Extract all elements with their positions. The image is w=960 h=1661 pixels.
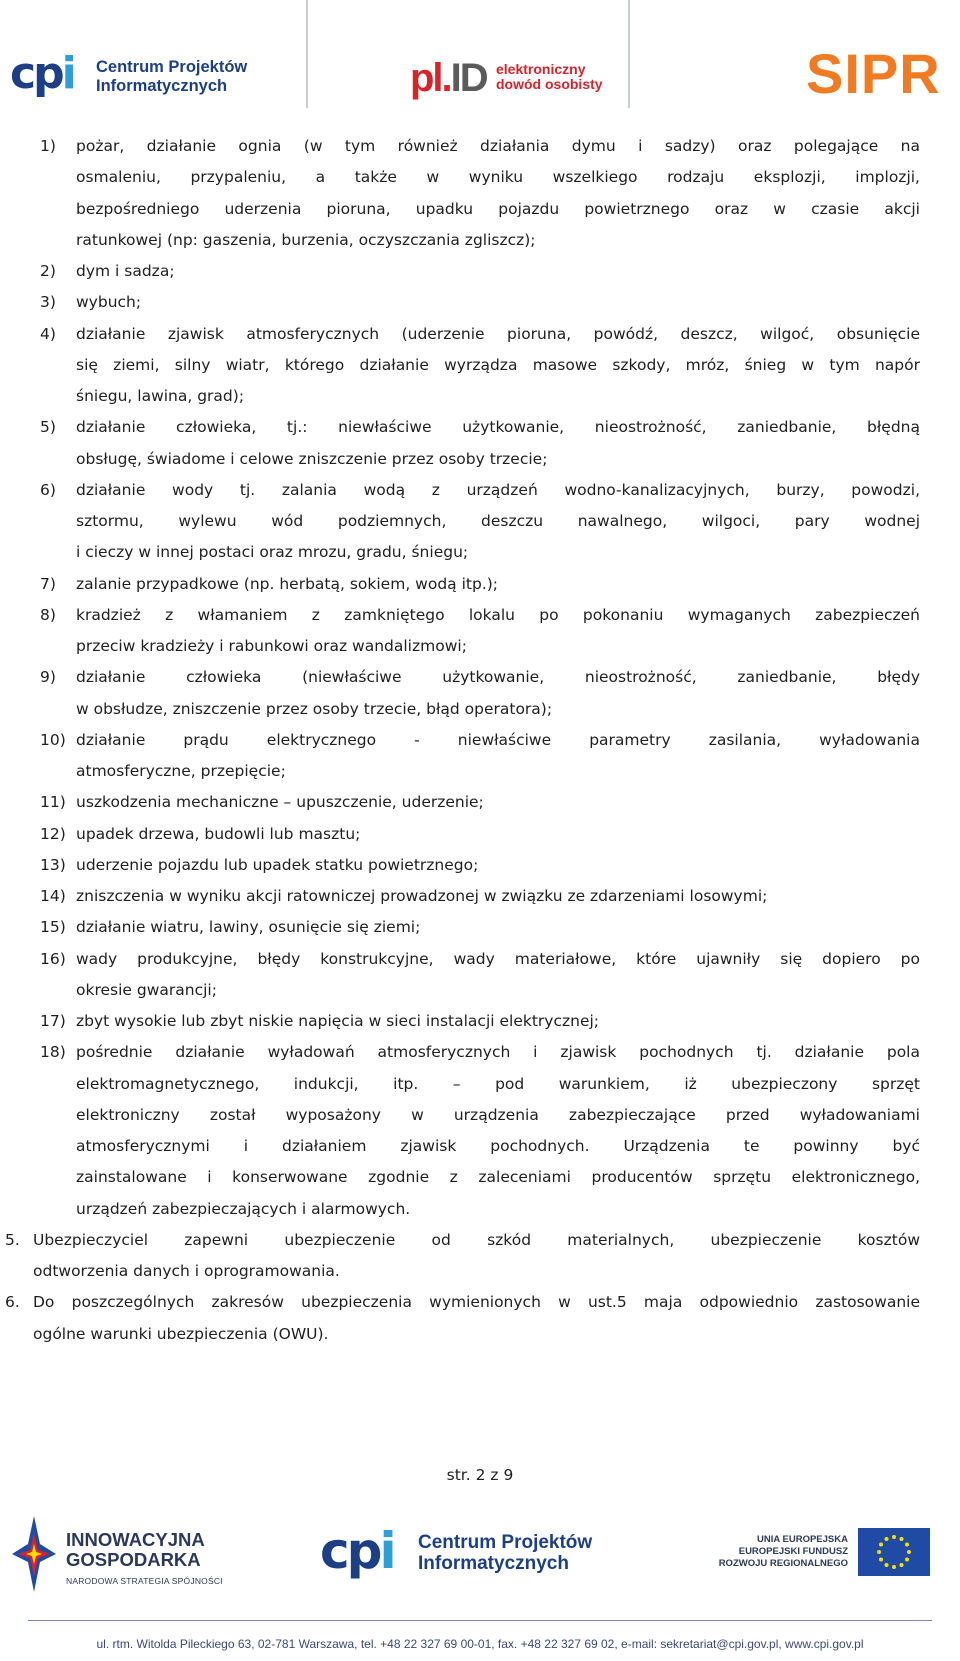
page-header [0,0,960,112]
item-number: 10) [40,730,66,749]
item-text: pośrednie działanie wyładowań atmosferycznych i zjawisk pochodnych tj. działanie pola [76,1043,920,1062]
item-text: elektroniczny został wyposażony w urządzenia zabezpieczające przed wyładowaniami [76,1105,920,1124]
plid-logo-text: elektroniczny dowód osobisty [496,61,603,92]
list-item-line [0,506,960,536]
ig-logo-text: INNOWACYJNA GOSPODARKA [66,1529,205,1570]
cpi-logo-text: Centrum Projektów Informatycznych [96,58,248,95]
item-text: urządzeń zabezpieczających i alarmowych. [76,1199,411,1218]
item-number: 14) [40,887,66,905]
section-item-line [0,1319,960,1349]
eu-star-icon [879,1543,883,1547]
item-text: działanie człowieka, tj.: niewłaściwe użytkowanie, nieostrożność, zaniedbanie, błędną [76,418,920,437]
list-item-line [0,1162,960,1192]
section-item-line [0,1256,960,1286]
eu-flag-icon [858,1528,930,1576]
item-text: działanie wody tj. zalania wodą z urządzeń wodno-kanalizacyjnych, burzy, powodzi, [76,480,920,499]
section-item-line [0,1225,960,1255]
list-item-line [0,1037,960,1067]
footer-address: ul. rtm. Witolda Pileckiego 63, 02-781 Warszawa, tel. +48 22 327 69 00-01, fax. +48 22 327 69 02, e-mail: sekretariat@cpi.gov.pl, www.cpi.gov.pl [96,1637,864,1651]
item-number: 15) [40,918,66,937]
eu-star-icon [900,1537,904,1541]
list-item-line [0,162,960,192]
list-item-line [0,662,960,692]
item-text: okresie gwarancji; [76,980,217,999]
plid-logo-mark: pl.ID [410,56,487,100]
item-number: 8) [40,605,56,624]
eu-logo-text: UNIA EUROPEJSKA EUROPEJSKI FUNDUSZ ROZWOJU REGIONALNEGO [718,1534,848,1569]
item-text: działanie zjawisk atmosferycznych (uderzenie pioruna, powódź, deszcz, wilgoć, obsunięcie [76,324,920,343]
innowacyjna-gospodarka-logo [10,1514,280,1594]
eu-star-icon [879,1558,883,1562]
item-number: 17) [40,1012,66,1030]
list-item-line [0,569,960,599]
list-item-line [0,819,960,849]
item-number: 5. [5,1230,20,1249]
item-number: 3) [40,293,56,312]
item-text: odtworzenia danych i oprogramowania. [33,1262,340,1280]
cpi-logo [10,48,248,99]
list-item-line [0,912,960,942]
item-text: upadek drzewa, budowli lub masztu; [76,824,361,843]
item-text: bezpośredniego uderzenia pioruna, upadku pojazdu powietrznego oraz w czasie akcji [76,199,920,218]
ig-logo-sub: NARODOWA STRATEGIA SPÓJNOŚCI [66,1576,223,1586]
list-item-line [0,444,960,474]
item-text: atmosferycznymi i działaniem zjawisk pochodnych. Urządzenia te powinny być [76,1137,920,1155]
list-item-line [0,1131,960,1161]
item-number: 1) [40,137,56,155]
item-number: 5) [40,418,56,437]
item-number: 7) [40,574,56,593]
item-text: Ubezpieczyciel zapewni ubezpieczenie od szkód materialnych, ubezpieczenie kosztów [33,1230,920,1249]
item-text: sztormu, wylewu wód podziemnych, deszczu nawalnego, wilgoci, pary wodnej [76,512,920,530]
item-number: 6. [5,1293,20,1312]
list-item-line [0,600,960,630]
item-text: uszkodzenia mechaniczne – upuszczenie, uderzenie; [76,793,484,812]
item-text: wybuch; [76,293,142,312]
list-item-line [0,944,960,974]
item-text: dym i sadza; [76,262,175,280]
item-number: 16) [40,949,66,968]
item-text: atmosferyczne, przepięcie; [76,762,286,780]
list-item-line [0,194,960,224]
item-number: 12) [40,824,66,843]
cpi-logo-mark: cpi [10,48,74,99]
cpi-logo-text: Centrum Projektów Informatycznych [418,1532,593,1574]
item-number: 6) [40,480,56,499]
plid-logo [410,56,603,100]
item-text: kradzież z włamaniem z zamkniętego lokalu po pokonaniu wymaganych zabezpieczeń [76,605,920,624]
item-text: elektromagnetycznego, indukcji, itp. – pod warunkiem, iż ubezpieczony sprzęt [76,1074,920,1093]
sipr-logo: SIPR [806,42,941,105]
item-number: 11) [40,793,66,812]
item-text: zainstalowane i konserwowane zgodnie z zaleceniami producentów sprzętu elektronicznego, [76,1168,920,1187]
list-item-line [0,475,960,505]
list-item-line [0,725,960,755]
eu-logo [708,1528,958,1588]
eu-star-icon [877,1550,881,1554]
item-number: 4) [40,324,56,343]
list-item-line [0,350,960,380]
item-number: 13) [40,855,66,874]
list-item-line [0,1006,960,1036]
eu-star-icon [900,1563,904,1567]
item-text: obsługę, świadome i celowe zniszczenie przez osoby trzecie; [76,449,548,468]
list-item-line [0,787,960,817]
footer-logos [0,1510,960,1600]
eu-star-icon [905,1543,909,1547]
list-item-line [0,381,960,411]
list-item-line [0,975,960,1005]
list-item-line [0,1100,960,1130]
star-icon [10,1514,58,1594]
list-item-line [0,850,960,880]
item-text: osmaleniu, przypaleniu, a także w wyniku wszelkiego rodzaju eksplozji, implozji, [76,168,920,187]
item-text: wady produkcyjne, błędy konstrukcyjne, wady materiałowe, które ujawniły się dopiero po [76,949,920,968]
item-text: działanie człowieka (niewłaściwe użytkowanie, nieostrożność, zaniedbanie, błędy [76,668,920,687]
eu-star-icon [905,1558,909,1562]
list-item-line [0,1069,960,1099]
item-text: Do poszczególnych zakresów ubezpieczenia wymienionych w ust.5 maja odpowiednio zastosowanie [33,1293,920,1312]
item-text: pożar, działanie ognia (w tym również działania dymu i sadzy) oraz polegające na [76,137,920,155]
list-item-line [0,319,960,349]
item-text: zbyt wysokie lub zbyt niskie napięcia w sieci instalacji elektrycznej; [76,1012,600,1030]
item-text: przeciw kradzieży i rabunkowi oraz wandalizmowi; [76,637,467,655]
page-number: str. 2 z 9 [446,1466,514,1484]
cpi-footer-logo [320,1522,593,1580]
header-divider [306,0,308,108]
eu-star-icon [892,1535,896,1539]
item-text: działanie wiatru, lawiny, osunięcie się ziemi; [76,918,421,937]
list-item-line [0,537,960,567]
item-text: ogólne warunki ubezpieczenia (OWU). [33,1324,329,1343]
list-item-line [0,694,960,724]
eu-star-icon [892,1565,896,1569]
list-item-line [0,287,960,317]
list-item-line [0,256,960,286]
item-number: 18) [40,1043,66,1062]
list-item-line [0,131,960,161]
eu-star-icon [885,1563,889,1567]
footer-rule [28,1620,932,1621]
item-text: śniegu, lawina, grad); [76,387,245,405]
item-text: zalanie przypadkowe (np. herbatą, sokiem, wodą itp.); [76,574,499,593]
item-text: i cieczy w innej postaci oraz mrozu, gradu, śniegu; [76,543,469,562]
item-text: działanie prądu elektrycznego - niewłaściwe parametry zasilania, wyładowania [76,730,920,749]
list-item-line [0,412,960,442]
item-text: się ziemi, silny wiatr, którego działanie wyrządza masowe szkody, mróz, śnieg w tym napór [76,355,920,374]
list-item-line [0,756,960,786]
item-text: w obsłudze, zniszczenie przez osoby trzecie, błąd operatora); [76,699,553,718]
item-text: uderzenie pojazdu lub upadek statku powietrznego; [76,855,479,874]
list-item-line [0,225,960,255]
section-item-line [0,1287,960,1317]
cpi-logo-mark: cpi [320,1522,394,1580]
list-item-line [0,1194,960,1224]
list-item-line [0,881,960,911]
item-number: 9) [40,668,56,687]
eu-star-icon [907,1550,911,1554]
header-divider [628,0,630,108]
item-number: 2) [40,262,56,280]
list-item-line [0,631,960,661]
eu-star-icon [885,1537,889,1541]
item-text: ratunkowej (np: gaszenia, burzenia, oczyszczania zgliszcz); [76,230,536,249]
item-text: zniszczenia w wyniku akcji ratowniczej prowadzonej w związku ze zdarzeniami losowymi; [76,887,768,905]
